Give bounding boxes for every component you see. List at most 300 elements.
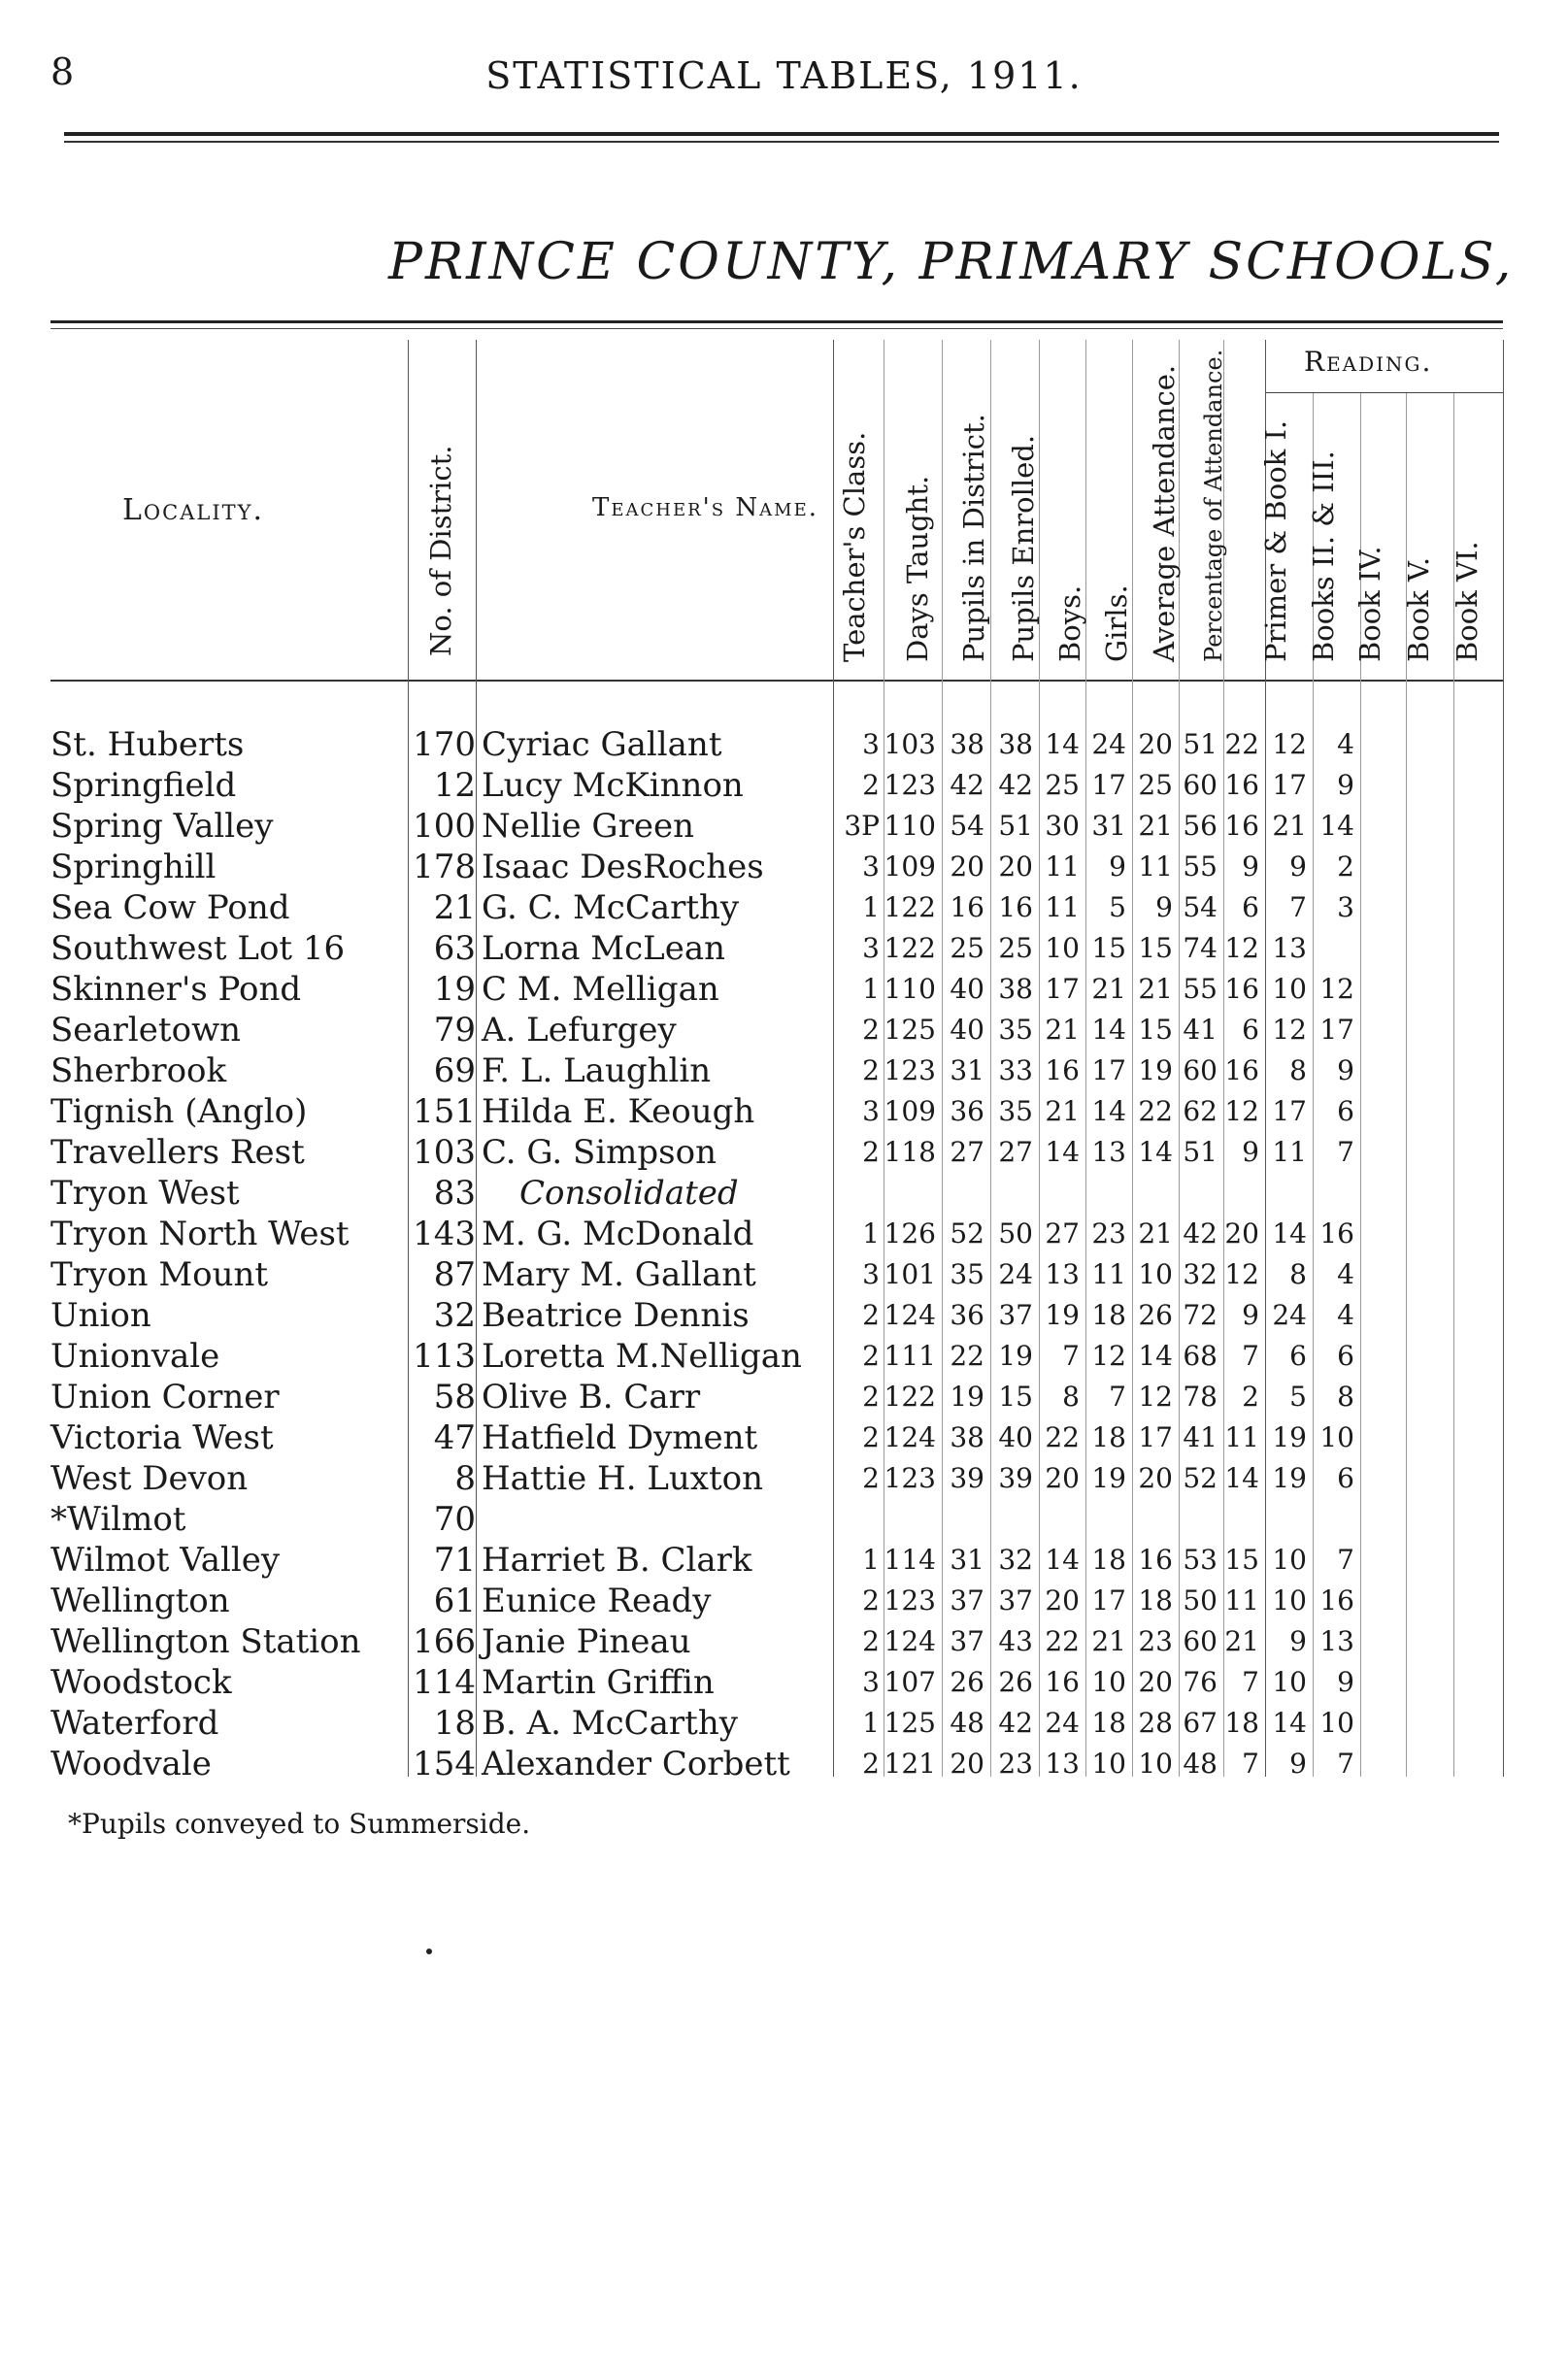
pct-attendance-cell: 42 [1183,1217,1218,1250]
locality-cell: Unionvale [50,1337,220,1376]
book-4-cell: 2 [1337,850,1354,883]
locality-cell: Union [50,1296,151,1335]
table-row [0,1336,1568,1377]
teacher-cell: Beatrice Dennis [482,1296,750,1335]
locality-cell: Searletown [50,1011,242,1050]
teacher-cell: Martin Griffin [482,1663,715,1702]
pupils-enrolled-cell: 32 [998,1544,1033,1576]
locality-cell: Victoria West [50,1418,274,1457]
primer-cell: 2 [1242,1381,1259,1413]
pupils-enrolled-cell: 26 [998,1666,1033,1698]
avg-attendance-cell: 20 [1138,1462,1173,1494]
table-row [0,1417,1568,1458]
primer-cell: 12 [1224,1258,1259,1290]
teacher-cell: F. L. Laughlin [482,1051,712,1090]
avg-attendance-cell: 21 [1138,973,1173,1005]
teachers-class-cell: 1 [862,1544,880,1576]
district-cell: 71 [433,1541,476,1580]
teachers-class-cell: 1 [862,1217,880,1250]
pupils-district-cell: 31 [950,1544,984,1576]
table-head-rule [50,320,1503,323]
stray-dot [426,1949,432,1954]
pupils-enrolled-cell: 39 [998,1462,1033,1494]
primer-cell: 9 [1242,1136,1259,1168]
girls-cell: 13 [1091,1136,1126,1168]
primer-cell: 11 [1224,1584,1259,1616]
pupils-enrolled-cell: 23 [998,1748,1033,1780]
primer-cell: 12 [1224,1095,1259,1127]
book-4-cell: 16 [1319,1584,1354,1616]
books-2-3-cell: 8 [1289,1054,1307,1086]
pupils-enrolled-cell: 50 [998,1217,1033,1250]
district-cell: 166 [413,1622,476,1661]
pct-attendance-cell: 74 [1183,932,1218,964]
district-cell: 178 [413,848,476,886]
running-head: STATISTICAL TABLES, 1911. [485,54,1083,97]
primer-cell: 16 [1224,973,1259,1005]
girls-cell: 14 [1091,1014,1126,1046]
avg-attendance-cell: 15 [1138,1014,1173,1046]
avg-attendance-cell: 17 [1138,1421,1173,1453]
primer-cell: 16 [1224,1054,1259,1086]
table-head-bottom-rule [50,680,1503,682]
avg-attendance-cell: 21 [1138,1217,1173,1250]
girls-cell: 24 [1091,728,1126,760]
table-row [0,1703,1568,1744]
locality-cell: Sherbrook [50,1051,227,1090]
pupils-enrolled-cell: 40 [998,1421,1033,1453]
pupils-enrolled-cell: 38 [998,728,1033,760]
avg-attendance-cell: 22 [1138,1095,1173,1127]
books-2-3-cell: 10 [1272,1666,1307,1698]
pupils-enrolled-cell: 35 [998,1014,1033,1046]
col-locality: Locality. [122,493,265,527]
primer-cell: 22 [1224,728,1259,760]
district-cell: 79 [433,1011,476,1050]
teacher-cell: Alexander Corbett [482,1745,790,1783]
avg-attendance-cell: 25 [1138,769,1173,801]
pupils-enrolled-cell: 27 [998,1136,1033,1168]
girls-cell: 23 [1091,1217,1126,1250]
teacher-cell: A. Lefurgey [482,1011,677,1050]
teachers-class-cell: 3 [862,1666,880,1698]
books-2-3-cell: 19 [1272,1421,1307,1453]
pct-attendance-cell: 55 [1183,973,1218,1005]
primer-cell: 16 [1224,810,1259,842]
locality-cell: Sea Cow Pond [50,888,290,927]
boys-cell: 19 [1045,1299,1080,1331]
boys-cell: 11 [1045,850,1080,883]
table-row [0,1377,1568,1417]
table-row [0,1254,1568,1295]
pupils-enrolled-cell: 33 [998,1054,1033,1086]
pupils-district-cell: 27 [950,1136,984,1168]
teacher-cell: Nellie Green [482,807,694,846]
table-row [0,1050,1568,1091]
table-row [0,1540,1568,1581]
teachers-class-cell: 1 [862,1707,880,1739]
pct-attendance-cell: 53 [1183,1544,1218,1576]
pupils-district-cell: 37 [950,1625,984,1657]
teachers-class-cell: 2 [862,1625,880,1657]
page-number: 8 [50,50,75,93]
col-pct-attendance: Percentage of Attendance. [1200,349,1227,662]
pupils-district-cell: 20 [950,850,984,883]
district-cell: 143 [413,1215,476,1253]
locality-cell: Woodvale [50,1745,212,1783]
table-row [0,1621,1568,1662]
district-cell: 70 [433,1500,476,1539]
teacher-cell: B. A. McCarthy [482,1704,738,1743]
avg-attendance-cell: 26 [1138,1299,1173,1331]
book-4-cell: 6 [1337,1095,1354,1127]
teachers-class-cell: 2 [862,1584,880,1616]
days-taught-cell: 122 [884,891,936,923]
days-taught-cell: 123 [884,1584,936,1616]
teachers-class-cell: 3 [862,728,880,760]
boys-cell: 11 [1045,891,1080,923]
pupils-district-cell: 19 [950,1381,984,1413]
boys-cell: 7 [1062,1340,1080,1372]
book-4-cell: 8 [1337,1381,1354,1413]
pct-attendance-cell: 60 [1183,1625,1218,1657]
primer-cell: 20 [1224,1217,1259,1250]
teachers-class-cell: 2 [862,1054,880,1086]
primer-cell: 6 [1242,1014,1259,1046]
primer-cell: 16 [1224,769,1259,801]
col-book-4: Book IV. [1353,546,1386,662]
col-teachers-class: Teacher's Class. [838,431,871,662]
days-taught-cell: 109 [884,850,936,883]
primer-cell: 12 [1224,932,1259,964]
books-2-3-cell: 19 [1272,1462,1307,1494]
boys-cell: 27 [1045,1217,1080,1250]
district-cell: 47 [433,1418,476,1457]
teachers-class-cell: 2 [862,1299,880,1331]
boys-cell: 20 [1045,1584,1080,1616]
days-taught-cell: 125 [884,1014,936,1046]
avg-attendance-cell: 9 [1155,891,1173,923]
days-taught-cell: 122 [884,1381,936,1413]
locality-cell: Wellington [50,1582,230,1620]
days-taught-cell: 109 [884,1095,936,1127]
pupils-district-cell: 38 [950,728,984,760]
pct-attendance-cell: 51 [1183,1136,1218,1168]
teacher-cell: Consolidated [519,1174,739,1213]
primer-cell: 7 [1242,1748,1259,1780]
teacher-cell: Loretta M.Nelligan [482,1337,802,1376]
book-4-cell: 4 [1337,1299,1354,1331]
locality-cell: St. Huberts [50,725,245,764]
pct-attendance-cell: 78 [1183,1381,1218,1413]
col-girls: Girls. [1100,584,1133,662]
pct-attendance-cell: 52 [1183,1462,1218,1494]
teachers-class-cell: 2 [862,1462,880,1494]
books-2-3-cell: 24 [1272,1299,1307,1331]
girls-cell: 7 [1109,1381,1126,1413]
book-4-cell: 7 [1337,1136,1354,1168]
books-2-3-cell: 5 [1289,1381,1307,1413]
table-row [0,1132,1568,1173]
girls-cell: 18 [1091,1299,1126,1331]
days-taught-cell: 124 [884,1421,936,1453]
book-4-cell: 7 [1337,1748,1354,1780]
days-taught-cell: 125 [884,1707,936,1739]
table-row [0,887,1568,928]
col-days-taught: Days Taught. [901,475,934,662]
locality-cell: Wilmot Valley [50,1541,281,1580]
pupils-district-cell: 16 [950,891,984,923]
pupils-district-cell: 36 [950,1095,984,1127]
pupils-enrolled-cell: 15 [998,1381,1033,1413]
boys-cell: 13 [1045,1748,1080,1780]
days-taught-cell: 124 [884,1625,936,1657]
avg-attendance-cell: 18 [1138,1584,1173,1616]
books-2-3-cell: 11 [1272,1136,1307,1168]
primer-cell: 18 [1224,1707,1259,1739]
book-4-cell: 16 [1319,1217,1354,1250]
boys-cell: 14 [1045,1136,1080,1168]
boys-cell: 14 [1045,728,1080,760]
book-4-cell: 9 [1337,769,1354,801]
col-teacher: Teacher's Name. [592,493,818,522]
girls-cell: 17 [1091,1054,1126,1086]
district-cell: 87 [433,1255,476,1294]
boys-cell: 24 [1045,1707,1080,1739]
girls-cell: 12 [1091,1340,1126,1372]
books-2-3-cell: 6 [1289,1340,1307,1372]
teacher-cell: Isaac DesRoches [482,848,764,886]
days-taught-cell: 107 [884,1666,936,1698]
locality-cell: Tryon North West [50,1215,350,1253]
book-4-cell: 4 [1337,1258,1354,1290]
district-cell: 63 [433,929,476,968]
girls-cell: 31 [1091,810,1126,842]
book-4-cell: 9 [1337,1666,1354,1698]
pupils-enrolled-cell: 43 [998,1625,1033,1657]
days-taught-cell: 124 [884,1299,936,1331]
book-4-cell: 9 [1337,1054,1354,1086]
locality-cell: Union Corner [50,1378,280,1416]
pupils-district-cell: 35 [950,1258,984,1290]
locality-cell: Springfield [50,766,237,805]
teacher-cell: Cyriac Gallant [482,725,722,764]
days-taught-cell: 111 [884,1340,936,1372]
boys-cell: 21 [1045,1014,1080,1046]
col-boys: Boys. [1053,584,1086,662]
days-taught-cell: 118 [884,1136,936,1168]
pct-attendance-cell: 76 [1183,1666,1218,1698]
district-cell: 8 [454,1459,476,1498]
books-2-3-cell: 9 [1289,1748,1307,1780]
district-cell: 83 [433,1174,476,1213]
pct-attendance-cell: 54 [1183,891,1218,923]
days-taught-cell: 103 [884,728,936,760]
pupils-enrolled-cell: 16 [998,891,1033,923]
col-district: No. of District. [424,445,457,656]
pupils-enrolled-cell: 24 [998,1258,1033,1290]
pct-attendance-cell: 48 [1183,1748,1218,1780]
boys-cell: 10 [1045,932,1080,964]
locality-cell: Tryon Mount [50,1255,269,1294]
avg-attendance-cell: 28 [1138,1707,1173,1739]
days-taught-cell: 101 [884,1258,936,1290]
locality-cell: Travellers Rest [50,1133,305,1172]
table-row [0,1010,1568,1050]
pct-attendance-cell: 32 [1183,1258,1218,1290]
primer-cell: 7 [1242,1666,1259,1698]
books-2-3-cell: 10 [1272,1584,1307,1616]
pupils-district-cell: 20 [950,1748,984,1780]
teacher-cell: C M. Melligan [482,970,719,1009]
teacher-cell: Lorna McLean [482,929,725,968]
district-cell: 58 [433,1378,476,1416]
pct-attendance-cell: 41 [1183,1421,1218,1453]
books-2-3-cell: 12 [1272,728,1307,760]
boys-cell: 22 [1045,1625,1080,1657]
table-row [0,1173,1568,1214]
locality-cell: *Wilmot [50,1500,186,1539]
primer-cell: 7 [1242,1340,1259,1372]
district-cell: 69 [433,1051,476,1090]
book-4-cell: 4 [1337,728,1354,760]
table-row [0,1499,1568,1540]
pct-attendance-cell: 60 [1183,769,1218,801]
book-4-cell: 17 [1319,1014,1354,1046]
pct-attendance-cell: 62 [1183,1095,1218,1127]
district-cell: 170 [413,725,476,764]
books-2-3-cell: 17 [1272,1095,1307,1127]
teacher-cell: Harriet B. Clark [482,1541,752,1580]
teacher-cell: C. G. Simpson [482,1133,717,1172]
pct-attendance-cell: 50 [1183,1584,1218,1616]
avg-attendance-cell: 12 [1138,1381,1173,1413]
pupils-district-cell: 22 [950,1340,984,1372]
table-row [0,765,1568,806]
book-4-cell: 10 [1319,1421,1354,1453]
col-pupils-district: Pupils in District. [957,414,990,662]
books-2-3-cell: 21 [1272,810,1307,842]
teacher-cell: Olive B. Carr [482,1378,701,1416]
top-rule-thin [64,141,1499,143]
days-taught-cell: 126 [884,1217,936,1250]
teachers-class-cell: 1 [862,973,880,1005]
days-taught-cell: 123 [884,769,936,801]
boys-cell: 30 [1045,810,1080,842]
teacher-cell: Hattie H. Luxton [482,1459,763,1498]
district-cell: 18 [433,1704,476,1743]
girls-cell: 9 [1109,850,1126,883]
reading-group-rule [1265,392,1503,393]
footnote: *Pupils conveyed to Summerside. [68,1808,531,1840]
girls-cell: 10 [1091,1666,1126,1698]
avg-attendance-cell: 11 [1138,850,1173,883]
locality-cell: Spring Valley [50,807,274,846]
pupils-district-cell: 37 [950,1584,984,1616]
col-primer: Primer & Book I. [1259,419,1292,662]
primer-cell: 15 [1224,1544,1259,1576]
book-4-cell: 6 [1337,1340,1354,1372]
district-cell: 100 [413,807,476,846]
pupils-enrolled-cell: 25 [998,932,1033,964]
avg-attendance-cell: 14 [1138,1136,1173,1168]
table-row [0,1458,1568,1499]
district-cell: 151 [413,1092,476,1131]
avg-attendance-cell: 20 [1138,728,1173,760]
boys-cell: 13 [1045,1258,1080,1290]
teachers-class-cell: 1 [862,891,880,923]
table-row [0,1295,1568,1336]
pupils-district-cell: 54 [950,810,984,842]
col-books-2-3: Books II. & III. [1307,450,1340,662]
teachers-class-cell: 3 [862,932,880,964]
pupils-district-cell: 36 [950,1299,984,1331]
pupils-district-cell: 40 [950,1014,984,1046]
books-2-3-cell: 13 [1272,932,1307,964]
table-row [0,1581,1568,1621]
teachers-class-cell: 3 [862,1258,880,1290]
pct-attendance-cell: 56 [1183,810,1218,842]
locality-cell: Woodstock [50,1663,232,1702]
district-cell: 103 [413,1133,476,1172]
girls-cell: 17 [1091,769,1126,801]
pct-attendance-cell: 55 [1183,850,1218,883]
teacher-cell: Mary M. Gallant [482,1255,756,1294]
books-2-3-cell: 12 [1272,1014,1307,1046]
teachers-class-cell: 2 [862,1340,880,1372]
books-2-3-cell: 10 [1272,1544,1307,1576]
district-cell: 113 [413,1337,476,1376]
teacher-cell: Hatfield Dyment [482,1418,758,1457]
locality-cell: Waterford [50,1704,219,1743]
books-2-3-cell: 17 [1272,769,1307,801]
teachers-class-cell: 3 [862,850,880,883]
avg-attendance-cell: 20 [1138,1666,1173,1698]
days-taught-cell: 123 [884,1054,936,1086]
girls-cell: 15 [1091,932,1126,964]
pupils-district-cell: 42 [950,769,984,801]
teacher-cell: Janie Pineau [482,1622,691,1661]
primer-cell: 9 [1242,1299,1259,1331]
table-row [0,1744,1568,1784]
col-avg-attendance: Average Attendance. [1148,364,1181,662]
books-2-3-cell: 8 [1289,1258,1307,1290]
teacher-cell: G. C. McCarthy [482,888,740,927]
top-rule [64,132,1499,136]
book-4-cell: 3 [1337,891,1354,923]
boys-cell: 16 [1045,1666,1080,1698]
pct-attendance-cell: 41 [1183,1014,1218,1046]
district-cell: 61 [433,1582,476,1620]
col-book-6: Book VI. [1451,541,1484,662]
pct-attendance-cell: 72 [1183,1299,1218,1331]
avg-attendance-cell: 16 [1138,1544,1173,1576]
pupils-district-cell: 52 [950,1217,984,1250]
table-row [0,969,1568,1010]
girls-cell: 18 [1091,1707,1126,1739]
days-taught-cell: 121 [884,1748,936,1780]
table-row [0,724,1568,765]
pupils-district-cell: 26 [950,1666,984,1698]
locality-cell: Tryon West [50,1174,240,1213]
book-4-cell: 13 [1319,1625,1354,1657]
primer-cell: 9 [1242,850,1259,883]
pupils-enrolled-cell: 42 [998,769,1033,801]
table-row [0,1091,1568,1132]
primer-cell: 6 [1242,891,1259,923]
girls-cell: 18 [1091,1421,1126,1453]
books-2-3-cell: 9 [1289,850,1307,883]
